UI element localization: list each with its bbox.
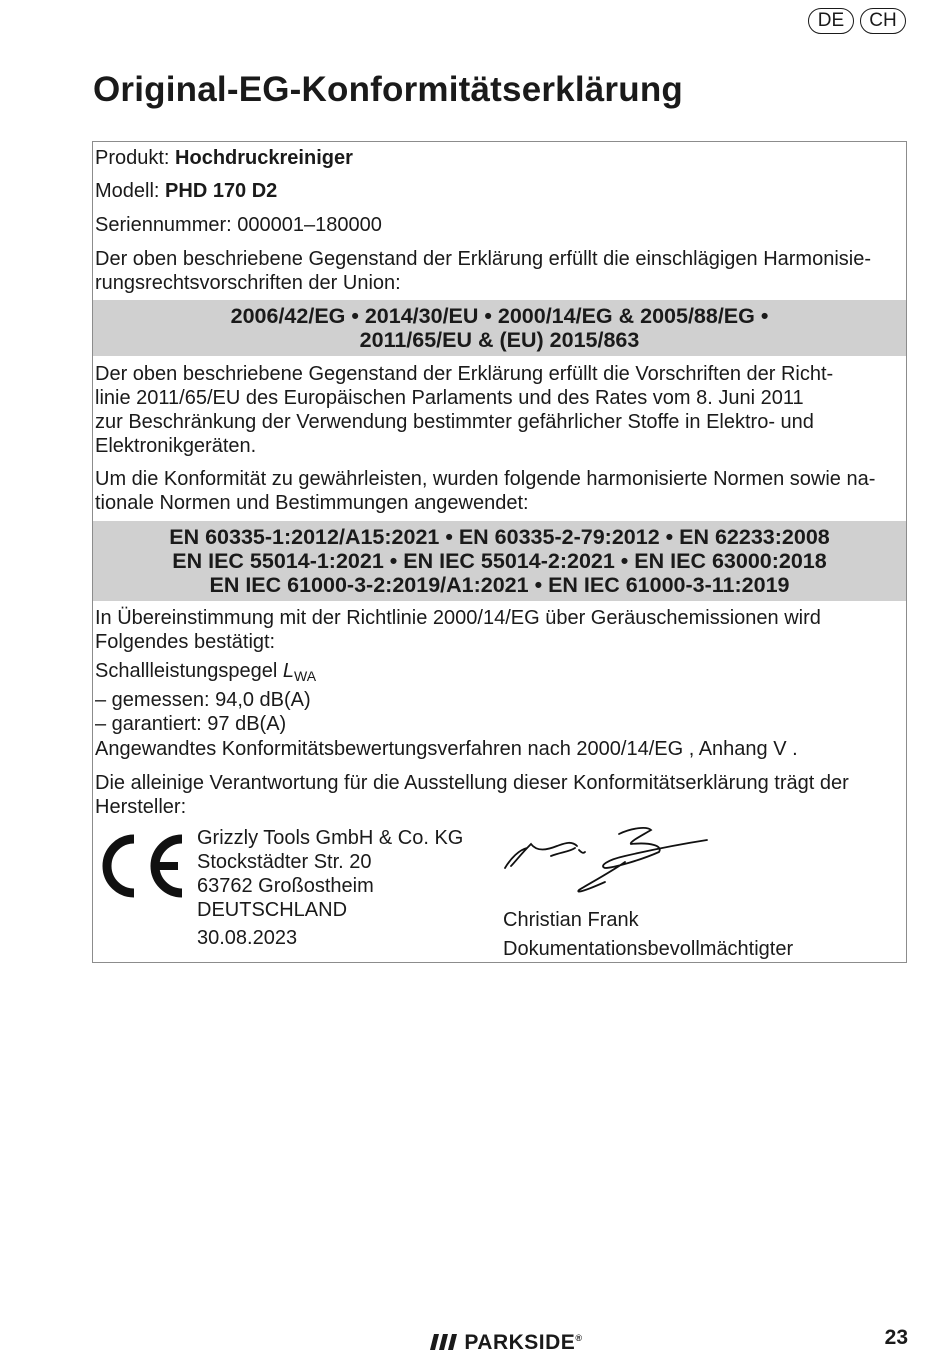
product-label: Produkt: <box>95 147 176 169</box>
model-label: Modell: <box>95 180 166 202</box>
page-number: 23 <box>884 1326 908 1349</box>
brand-stripes-icon <box>430 1334 458 1350</box>
lang-badge-ch: CH <box>860 8 906 34</box>
standards-line-2: EN IEC 55014-1:2021 • EN IEC 55014-2:2021 • EN IEC 63000:2018 <box>172 549 827 573</box>
norms-intro <box>95 467 900 515</box>
harmonisation-line-2: rungsrechtsvorschriften der Union: <box>95 272 401 294</box>
noise-line-2: Folgendes bestätigt: <box>95 631 276 653</box>
ce-mark-icon <box>96 834 186 898</box>
declaration-box <box>92 141 907 963</box>
noise-text <box>95 606 900 654</box>
model-line <box>95 179 900 203</box>
brand-name: PARKSIDE <box>464 1331 576 1354</box>
rohs-line-2: linie 2011/65/EU des Europäischen Parlaments und des Rates vom 8. Juni 2011 <box>95 387 804 409</box>
responsibility-line-2: Hersteller: <box>95 796 187 818</box>
directives-line-2: 2011/65/EU & (EU) 2015/863 <box>359 328 640 352</box>
serial-line: Seriennummer: 000001–180000 <box>95 214 382 236</box>
noise-line-1: In Übereinstimmung mit der Richtlinie 2000/14/EG über Geräuschemissionen wird <box>95 607 821 629</box>
sound-power-label: Schallleistungspegel $L_{WA}$ <box>95 660 317 684</box>
sound-symbol: L <box>282 660 295 682</box>
parkside-logo: PARKSIDE® <box>430 1331 582 1355</box>
rohs-line-4: Elektronikgeräten. <box>95 435 257 457</box>
standards-line-1: EN 60335-1:2012/A15:2021 • EN 60335-2-79:2012 • EN 62233:2008 <box>169 525 830 549</box>
signature-icon <box>501 822 721 902</box>
manufacturer-address <box>197 826 463 950</box>
signer-role: Dokumentationsbevollmächtigter <box>503 938 794 960</box>
sound-values <box>95 659 900 736</box>
procedure-line: Angewandtes Konformitätsbewertungsverfahren nach 2000/14/EG , Anhang V . <box>95 738 798 760</box>
address-line-3: 63762 Großostheim <box>197 875 374 897</box>
sound-subscript: WA <box>294 668 317 684</box>
language-badges <box>808 8 906 34</box>
declaration-date: 30.08.2023 <box>197 927 298 949</box>
product-value: Hochdruckreiniger <box>175 147 353 169</box>
signer-block <box>503 906 793 964</box>
rohs-text <box>95 362 900 458</box>
standards-line-3: EN IEC 61000-3-2:2019/A1:2021 • EN IEC 61000-3-11:2019 <box>209 573 790 597</box>
responsibility-text <box>95 771 900 819</box>
address-line-2: Stockstädter Str. 20 <box>197 851 372 873</box>
lang-badge-de: DE <box>808 8 854 34</box>
address-line-1: Grizzly Tools GmbH & Co. KG <box>197 827 464 849</box>
address-line-4: DEUTSCHLAND <box>197 899 348 921</box>
rohs-line-1: Der oben beschriebene Gegenstand der Erklärung erfüllt die Vorschriften der Richt- <box>95 363 834 385</box>
model-value: PHD 170 D2 <box>165 180 278 202</box>
standards-band <box>93 521 906 601</box>
measured-value: – gemessen: 94,0 dB(A) <box>95 689 311 711</box>
norms-intro-line-2: tionale Normen und Bestimmungen angewendet: <box>95 492 529 514</box>
product-line <box>95 146 900 170</box>
responsibility-line-1: Die alleinige Verantwortung für die Ausstellung dieser Konformitätserklärung trägt der <box>95 772 849 794</box>
guaranteed-value: – garantiert: 97 dB(A) <box>95 713 287 735</box>
directives-line-1: 2006/42/EG • 2014/30/EU • 2000/14/EG & 2005/88/EG • <box>230 304 769 328</box>
page-title: Original-EG-Konformitätserklärung <box>93 70 683 109</box>
signer-name: Christian Frank <box>503 909 639 931</box>
harmonisation-text <box>95 247 900 295</box>
rohs-line-3: zur Beschränkung der Verwendung bestimmter gefährlicher Stoffe in Elektro- und <box>95 411 814 433</box>
norms-intro-line-1: Um die Konformität zu gewährleisten, wurden folgende harmonisierte Normen sowie na- <box>95 468 876 490</box>
directives-band <box>93 300 906 356</box>
harmonisation-line-1: Der oben beschriebene Gegenstand der Erklärung erfüllt die einschlägigen Harmonisie- <box>95 248 872 270</box>
